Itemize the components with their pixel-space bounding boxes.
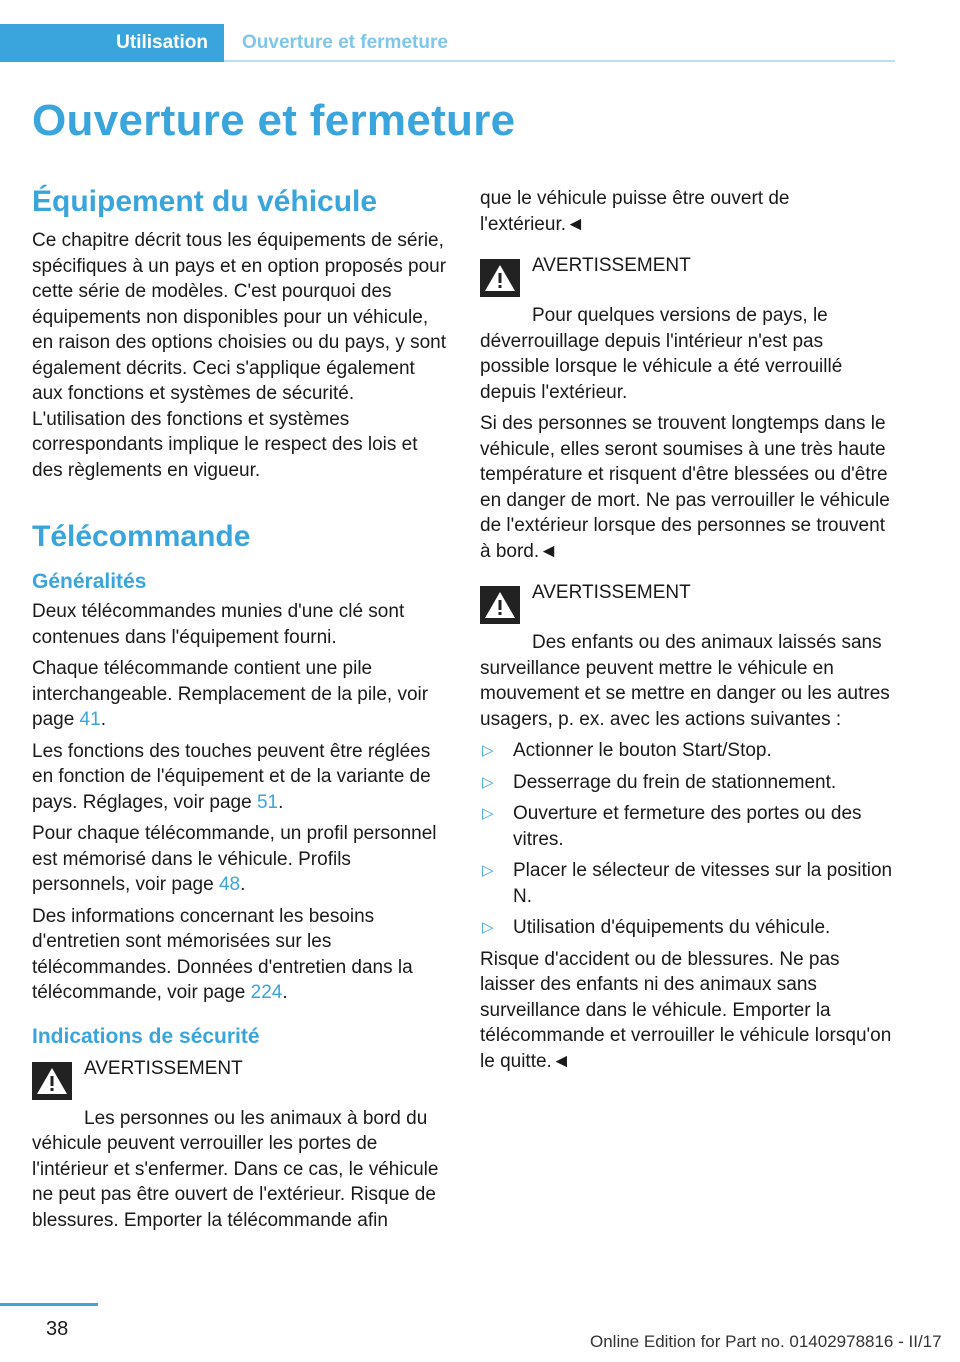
warning-text [480, 303, 898, 405]
triangle-right-icon: ▷ [482, 742, 494, 759]
header-section-label: Utilisation [116, 32, 208, 53]
page-title: Ouverture et fermeture [32, 96, 516, 145]
list-item [480, 858, 898, 909]
warning-triangle-icon [32, 1062, 72, 1100]
paragraph-remote-3: Les fonctions des touches peuvent être réglées en fonction de l'équipement et de la variante de pays. Réglages, voir page 51. [32, 740, 431, 813]
triangle-right-icon: ▷ [482, 919, 494, 936]
paragraph-text: Les fonctions des touches peuvent être réglées en fonction de l'équipement et de la variante de pays. Réglages, voir page [32, 740, 431, 813]
list-item-text: Utilisation d'équipements du véhicule. [513, 917, 831, 938]
paragraph-text: Pour chaque télécommande, un profil personnel est mémorisé dans le véhicule. Profils personnels, voir page [32, 823, 437, 895]
heading-equipment: Équipement du véhicule [32, 185, 378, 218]
page-number: 38 [46, 1318, 69, 1340]
page-link-48[interactable]: 48 [218, 874, 241, 895]
footer-divider [0, 1303, 98, 1306]
action-list [480, 738, 898, 941]
paragraph-remote-5: Des informations concernant les besoins d'entretien sont mémorisées sur les télécommandes. Données d'entretien dans la télécommande, voir page 224. [32, 905, 413, 1003]
page-link-41[interactable]: 41 [79, 709, 101, 730]
list-item [480, 801, 898, 852]
warning-text [32, 1106, 448, 1234]
header-divider [224, 60, 895, 62]
warning-intro [84, 1056, 243, 1082]
warning-label: AVERTISSEMENT [84, 1057, 243, 1079]
warning-label: AVERTISSEMENT [532, 582, 691, 603]
paragraph-text: Des informations concernant les besoins d'entretien sont mémorisées sur les télécommandes. Données d'entretien dans la télécommande, voir page [32, 905, 413, 1003]
list-item [480, 738, 898, 764]
warning-block-3 [480, 580, 898, 732]
paragraph-closing: Risque d'accident ou de blessures. Ne pas laisser des enfants ni des animaux sans surveillance dans le véhicule. Emporter la télécommande et verrouiller le véhicule lorsqu'on le quitte.◄ [480, 948, 892, 1072]
list-item-text: Placer le sélecteur de vitesses sur la position N. [513, 860, 893, 907]
heading-remote: Télécommande [32, 520, 251, 553]
warning-block-1 [32, 1056, 448, 1234]
triangle-right-icon: ▷ [482, 805, 494, 822]
warning-head [32, 1056, 448, 1100]
paragraph-remote-1: Deux télécommandes munies d'une clé sont contenues dans l'équipement fourni. [32, 601, 405, 648]
edition-note: Online Edition for Part no. 01402978816 - II/17 [590, 1332, 942, 1351]
paragraph-text: Chaque télécommande contient une pile interchangeable. Remplacement de la pile, voir page [32, 658, 429, 730]
warning-text-content: Des enfants ou des animaux laissés sans surveillance peuvent mettre le véhicule en mouvement et se mettre en danger ou les autres usagers, p. ex. avec les actions suivantes : [480, 632, 890, 730]
paragraph-remote-2: Chaque télécommande contient une pile interchangeable. Remplacement de la pile, voir page 41. [32, 658, 429, 730]
left-column [32, 184, 448, 1239]
triangle-right-icon: ▷ [482, 773, 494, 791]
warning-text-content: Les personnes ou les animaux à bord du véhicule peuvent verrouiller les portes de l'intérieur et s'enfermer. Dans ce cas, le véhicule ne peut pas être ouvert de l'extérieur. Risque de blessures. Emporter la télécommande afin [32, 1107, 439, 1231]
header-tab-utilisation [0, 24, 224, 62]
warning-triangle-icon [480, 586, 520, 624]
page-link-51[interactable]: 51 [256, 791, 279, 813]
warning-text [480, 630, 898, 732]
list-item [480, 915, 898, 941]
list-item-text: Desserrage du frein de stationnement. [513, 771, 837, 793]
warning-head [480, 253, 898, 297]
list-item-text: Ouverture et fermeture des portes ou des vitres. [513, 803, 862, 850]
paragraph-equipment: Ce chapitre décrit tous les équipements de série, spécifiques à un pays et en option proposés pour cette série de modèles. C'est pourquoi des équipements non disponibles pour un véhicule, en raison des options choisies ou du pays, y sont également décrits. Ceci s'applique également aux fonctions et systèmes de sécurité. L'utilisation des fonctions et systèmes correspondants implique le respect des lois et des règlements en vigueur. [32, 230, 447, 481]
paragraph-remote-4: Pour chaque télécommande, un profil personnel est mémorisé dans le véhicule. Profils personnels, voir page 48. [32, 823, 437, 895]
list-item [480, 770, 898, 796]
warning-triangle-icon [480, 259, 520, 297]
warning-label: AVERTISSEMENT [532, 255, 691, 276]
warning-paragraph-2: Si des personnes se trouvent longtemps dans le véhicule, elles seront soumises à une très haute température et risquent d'être blessées ou d'être en danger de mort. Ne pas verrouiller le véhicule de l'extérieur lorsque des personnes se trouvent à bord.◄ [480, 413, 890, 562]
warning-head [480, 580, 898, 624]
page-link-224[interactable]: 224 [250, 982, 283, 1003]
warning-block-2 [480, 253, 898, 564]
right-column [480, 186, 898, 1080]
header-subsection: Ouverture et fermeture [242, 32, 448, 53]
paragraph-continuation: que le véhicule puisse être ouvert de l'extérieur.◄ [480, 188, 790, 235]
heading-general: Généralités [32, 570, 147, 593]
heading-safety: Indications de sécurité [32, 1024, 260, 1048]
warning-text-content: Pour quelques versions de pays, le déverrouillage depuis l'intérieur n'est pas possible lorsque le véhicule a été verrouillé depuis l'extérieur. [480, 305, 843, 403]
list-item-text: Actionner le bouton Start/Stop. [513, 740, 772, 761]
triangle-right-icon: ▷ [482, 862, 494, 879]
